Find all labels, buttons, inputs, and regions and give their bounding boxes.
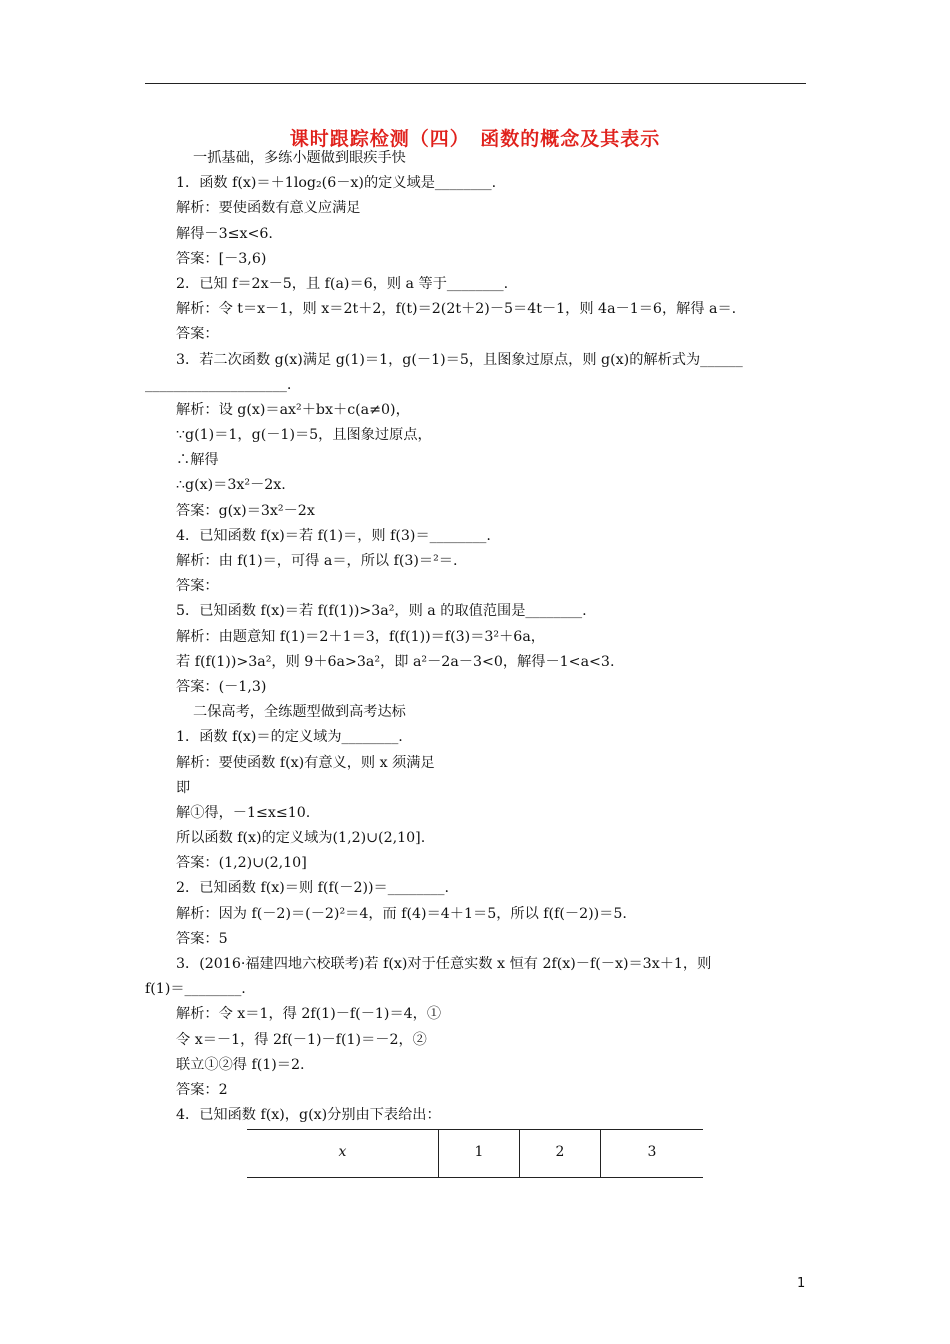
text-line: ____________________. [145,376,292,393]
text-line: 4．已知函数 f(x)，g(x)分别由下表给出： [176,1107,441,1124]
value-table [247,1129,703,1178]
table-header-2: 2 [520,1130,601,1177]
text-line: 答案：g(x)＝3x²－2x [176,502,315,519]
text-line: 3．若二次函数 g(x)满足 g(1)＝1，g(－1)＝5，且图象过原点，则 g(x)的解析式为______ [176,351,743,368]
text-line: 答案：(1,2)∪(2,10] [176,855,307,872]
text-line: 令 x＝－1，得 2f(－1)－f(1)＝－2，② [176,1031,427,1048]
text-line: 解析：设 g(x)＝ax²＋bx＋c(a≠0)， [176,401,410,418]
text-line: ∴g(x)＝3x²－2x. [176,477,286,494]
text-line: 1．函数 f(x)＝＋1log₂(6－x)的定义域是________. [176,175,497,192]
text-line: 解析：因为 f(－2)＝(－2)²＝4，而 f(4)＝4＋1＝5，所以 f(f(－2))＝5. [176,905,627,922]
text-line: 解得－3≤x<6. [176,225,273,242]
text-line: 解析：由 f(1)＝，可得 a＝，所以 f(3)＝²＝. [176,553,458,569]
text-line: ∵g(1)＝1，g(－1)＝5，且图象过原点， [176,427,432,444]
text-line: 4．已知函数 f(x)＝若 f(1)＝，则 f(3)＝________. [176,527,491,544]
text-line: ∴解得 [176,452,219,469]
table-header-1: 1 [439,1130,520,1177]
text-line: 一抓基础，多练小题做到眼疾手快 [193,150,406,166]
text-line: 解析：令 t＝x－1，则 x＝2t＋2，f(t)＝2(2t＋2)－5＝4t－1，则 4a－1＝6，解得 a＝. [176,301,737,318]
text-line: 3．(2016·福建四地六校联考)若 f(x)对于任意实数 x 恒有 2f(x)－f(－x)＝3x＋1，则 [176,956,712,972]
text-line: f(1)＝________. [145,981,246,998]
text-line: 若 f(f(1))>3a²，则 9＋6a>3a²，即 a²－2a－3<0，解得－1<a<3. [176,653,615,670]
document-body [0,146,950,1128]
page-title: 课时跟踪检测（四） 函数的概念及其表示 [289,128,661,150]
text-line: 1．函数 f(x)＝的定义域为________. [176,729,403,746]
text-line: 答案：[－3,6) [176,250,267,267]
text-line: 2．已知函数 f(x)＝则 f(f(－2))＝________. [176,880,449,897]
table-header-x: x [247,1130,439,1177]
text-line: 解析：要使函数有意义应满足 [176,200,361,217]
text-line: 答案：2 [176,1081,228,1098]
text-line: 2．已知 f＝2x－5，且 f(a)＝6，则 a 等于________. [176,275,509,292]
page-number: 1 [797,1276,806,1291]
text-line: 答案： [176,326,219,343]
text-line: 解析：由题意知 f(1)＝2＋1＝3，f(f(1))＝f(3)＝3²＋6a， [176,628,545,645]
text-line: 即 [176,779,191,796]
text-line: 二保高考，全练题型做到高考达标 [193,704,406,721]
text-line: 联立①②得 f(1)＝2. [176,1056,305,1073]
text-line: 所以函数 f(x)的定义域为(1,2)∪(2,10]. [176,830,426,847]
text-line: 解①得，－1≤x≤10. [176,804,311,821]
text-line: 解析：令 x＝1，得 2f(1)－f(－1)＝4，① [176,1006,442,1023]
text-line: 答案： [176,578,219,595]
header-rule [145,83,806,84]
text-line: 答案：5 [176,930,228,947]
text-line: 5．已知函数 f(x)＝若 f(f(1))>3a²，则 a 的取值范围是________. [176,603,587,620]
text-line: 解析：要使函数 f(x)有意义，则 x 须满足 [176,754,435,771]
text-line: 答案：(－1,3) [176,678,267,695]
table-header-3: 3 [647,1144,657,1160]
